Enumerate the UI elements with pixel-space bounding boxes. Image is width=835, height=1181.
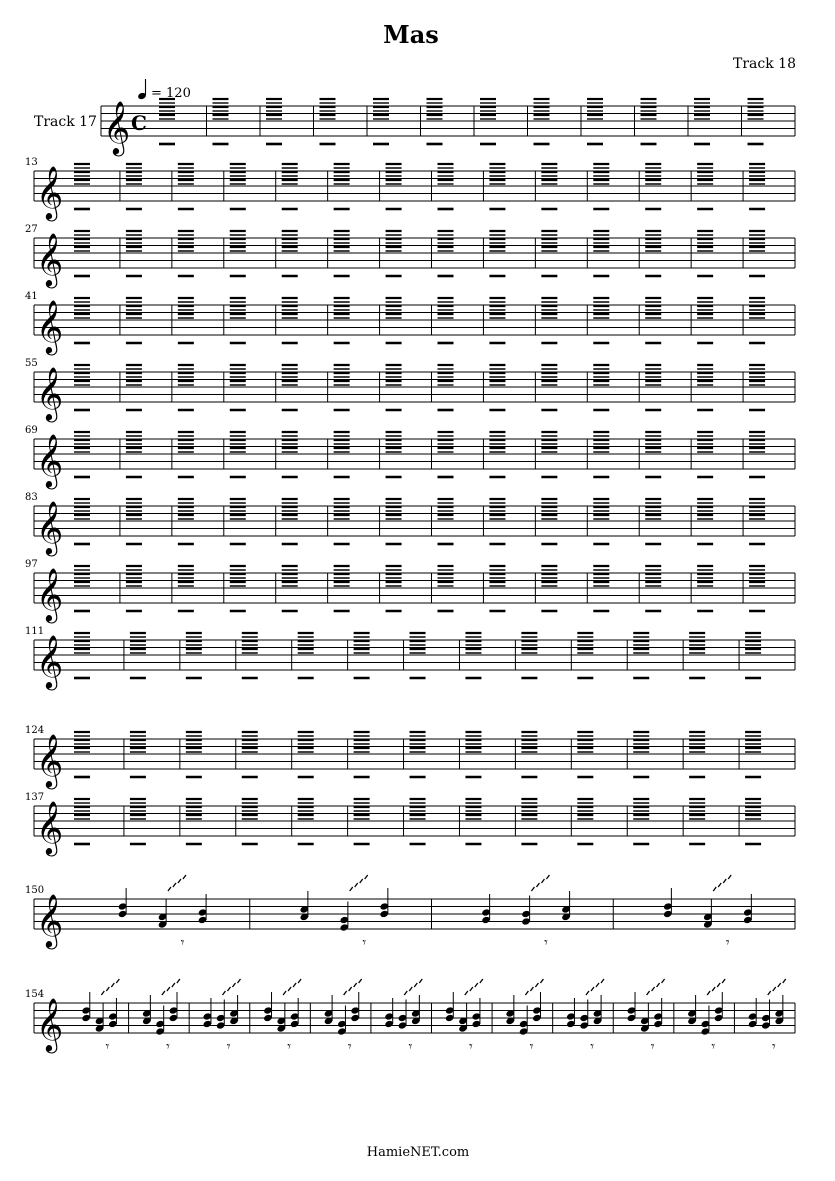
staff-system — [25, 492, 795, 556]
measure — [687, 979, 725, 1055]
instrument-name: Track 17 — [34, 114, 97, 130]
staff-system — [25, 725, 795, 789]
measure-number: 150 — [25, 885, 45, 896]
staff-system — [25, 979, 795, 1055]
quarter-note-icon — [137, 79, 147, 100]
rest-icon: 𝄾 — [166, 1039, 170, 1055]
treble-clef-icon: 𝄞 — [36, 733, 64, 787]
staff-system — [25, 224, 795, 288]
treble-clef-icon: 𝄞 — [36, 893, 64, 947]
staff-systems — [25, 99, 795, 1055]
time-signature: C — [131, 111, 147, 135]
treble-clef-icon: 𝄞 — [36, 500, 64, 554]
staff-system — [101, 99, 795, 156]
measure — [81, 979, 119, 1055]
measure — [324, 979, 362, 1055]
measure-number: 27 — [25, 224, 38, 235]
staff-system — [25, 291, 795, 355]
measure-number: 41 — [25, 291, 38, 302]
measure — [299, 875, 389, 951]
staff-system — [25, 875, 795, 951]
measure — [505, 979, 543, 1055]
treble-clef-icon: 𝄞 — [36, 299, 64, 353]
footer-credit: HamieNET.com — [366, 1145, 470, 1160]
composer-label: Track 18 — [733, 56, 796, 72]
treble-clef-icon: 𝄞 — [36, 433, 64, 487]
rest-icon: 𝄾 — [105, 1039, 110, 1055]
measure — [445, 979, 483, 1055]
measure-number: 154 — [25, 989, 45, 1000]
treble-clef-icon: 𝄞 — [36, 567, 64, 621]
treble-clef-icon: 𝄞 — [36, 165, 64, 219]
treble-clef-icon: 𝄞 — [36, 232, 64, 286]
measure — [566, 979, 604, 1055]
measure — [663, 875, 753, 951]
score-title: Mas — [383, 20, 439, 49]
rest-icon: 𝄾 — [469, 1039, 473, 1055]
treble-clef-icon: 𝄞 — [36, 997, 64, 1051]
measure — [263, 979, 301, 1055]
staff-system — [25, 559, 795, 623]
rest-icon: 𝄾 — [180, 935, 185, 951]
measure-number: 55 — [25, 358, 38, 369]
tempo-value: = 120 — [151, 86, 191, 101]
measure — [627, 979, 665, 1055]
rest-icon: 𝄾 — [226, 1039, 231, 1055]
staff-system — [25, 626, 795, 690]
rest-icon: 𝄾 — [347, 1039, 352, 1055]
rest-icon: 𝄾 — [590, 1039, 594, 1055]
measure-number: 137 — [25, 792, 45, 803]
measure-number: 97 — [25, 559, 38, 570]
rest-icon: 𝄾 — [362, 935, 367, 951]
rest-icon: 𝄾 — [650, 1039, 655, 1055]
rest-icon: 𝄾 — [711, 1039, 716, 1055]
treble-clef-icon: 𝄞 — [103, 100, 131, 154]
treble-clef-icon: 𝄞 — [36, 634, 64, 688]
staff-system — [25, 425, 795, 489]
measure-number: 124 — [25, 725, 45, 736]
staff-system — [25, 358, 795, 422]
measure — [203, 979, 241, 1055]
measure — [142, 979, 180, 1055]
rest-icon: 𝄾 — [771, 1039, 776, 1055]
rest-icon: 𝄾 — [529, 1039, 534, 1055]
measure — [118, 875, 208, 951]
rest-icon: 𝄾 — [725, 935, 730, 951]
measure — [481, 875, 571, 951]
staff-system — [25, 792, 795, 856]
measure — [748, 979, 786, 1055]
treble-clef-icon: 𝄞 — [36, 800, 64, 854]
measure — [384, 979, 422, 1055]
rest-icon: 𝄾 — [287, 1039, 292, 1055]
treble-clef-icon: 𝄞 — [36, 366, 64, 420]
measure-number: 13 — [25, 157, 38, 168]
measure-number: 111 — [25, 626, 45, 637]
measure-number: 83 — [25, 492, 38, 503]
staff-system — [25, 157, 795, 221]
rest-icon: 𝄾 — [544, 935, 548, 951]
measure-number: 69 — [25, 425, 38, 436]
tempo-marking — [137, 79, 191, 101]
rest-icon: 𝄾 — [408, 1039, 413, 1055]
